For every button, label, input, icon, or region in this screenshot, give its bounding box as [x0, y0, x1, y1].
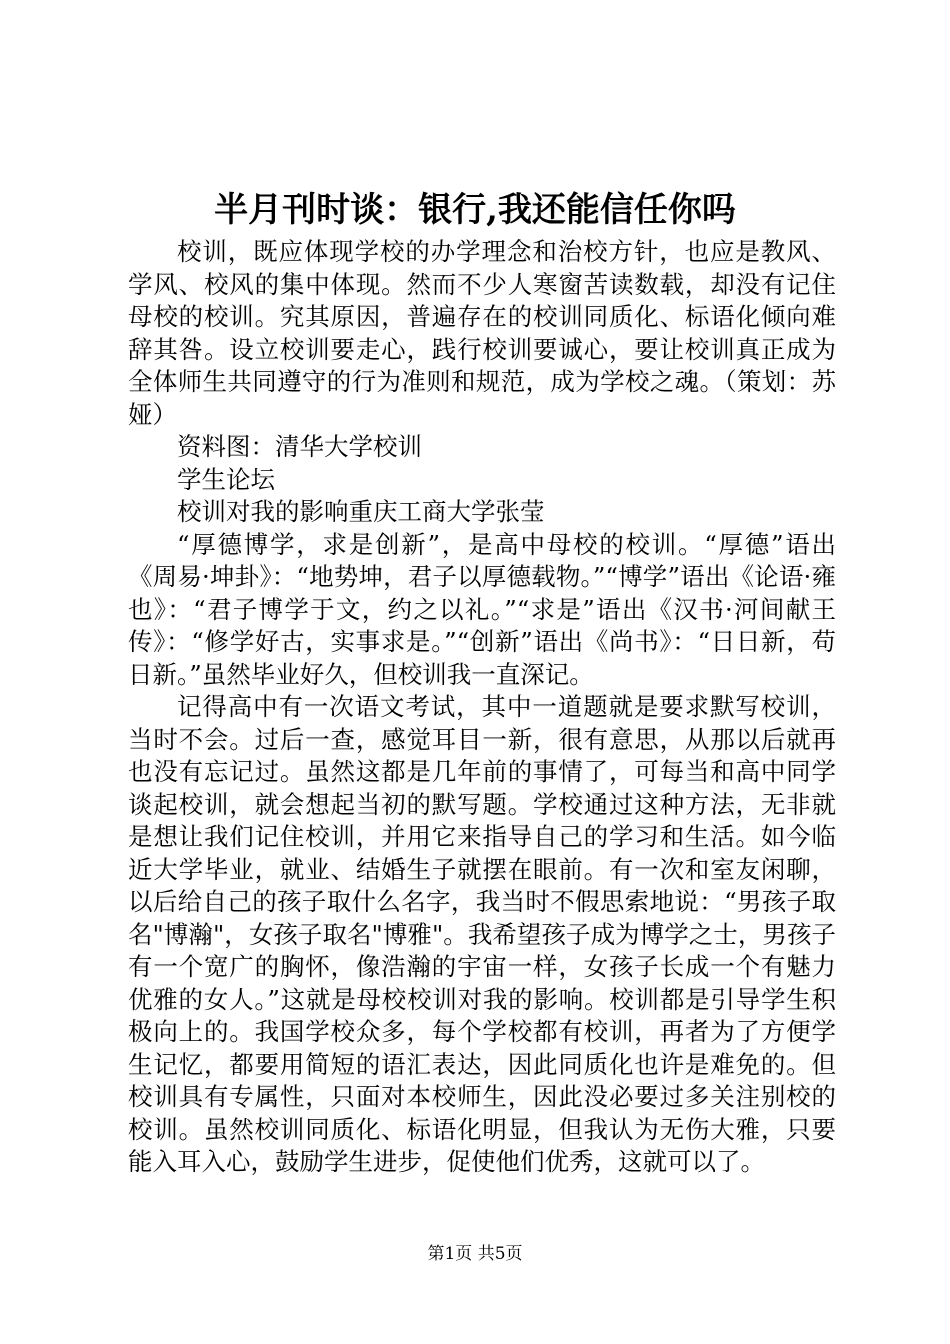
image-caption: 资料图：清华大学校训	[177, 432, 422, 461]
body-paragraph: “厚德博学，求是创新”，是高中母校的校训。“厚德”语出《周易·坤卦》：“地势坤，君子以厚德载物。”“博学”语出《论语·雍也》：“君子博学于文，约之以礼。”“求是”语出《汉书·河间献王传》：“修学好古，实事求是。”“创新”语出《尚书》：“日日新，苟日新。”虽然毕业好久，但校训我一直深记。	[128, 529, 836, 689]
intro-paragraph: 校训，既应体现学校的办学理念和治校方针，也应是教风、学风、校风的集中体现。然而不少人寒窗苦读数载，却没有记住母校的校训。究其原因，普遍存在的校训同质化、标语化倾向难辞其咎。设立校训要走心，践行校训要诚心，要让校训真正成为全体师生共同遵守的行为准则和规范，成为学校之魂。（策划：苏娅）	[128, 237, 836, 429]
section-heading: 学生论坛	[177, 464, 275, 494]
body-paragraph: 记得高中有一次语文考试，其中一道题就是要求默写校训，当时不会。过后一查，感觉耳目一新，很有意思，从那以后就再也没有忘记过。虽然这都是几年前的事情了，可每当和高中同学谈起校训，就会想起当初的默写题。学校通过这种方法，无非就是想让我们记住校训，并用它来指导自己的学习和生活。如今临近大学毕业，就业、结婚生子就摆在眼前。有一次和室友闲聊，以后给自己的孩子取什么名字，我当时不假思索地说：“男孩子取名"博瀚"，女孩子取名"博雅"。我希望孩子成为博学之士，男孩子有一个宽广的胸怀，像浩瀚的宇宙一样，女孩子长成一个有魅力优雅的女人。”这就是母校校训对我的影响。校训都是引导学生积极向上的。我国学校众多，每个学校都有校训，再者为了方便学生记忆，都要用简短的语汇表达，因此同质化也许是难免的。但校训具有专属性，只面对本校师生，因此没必要过多关注别校的校训。虽然校训同质化、标语化明显，但我认为无伤大雅，只要能入耳入心，鼓励学生进步，促使他们优秀，这就可以了。	[128, 692, 836, 1176]
article-byline: 校训对我的影响重庆工商大学张莹	[177, 497, 545, 526]
document-title: 半月刊时谈：银行,我还能信任你吗	[214, 190, 736, 230]
document-body	[128, 236, 836, 1179]
page-footer: 第1页 共5页	[427, 1244, 523, 1264]
